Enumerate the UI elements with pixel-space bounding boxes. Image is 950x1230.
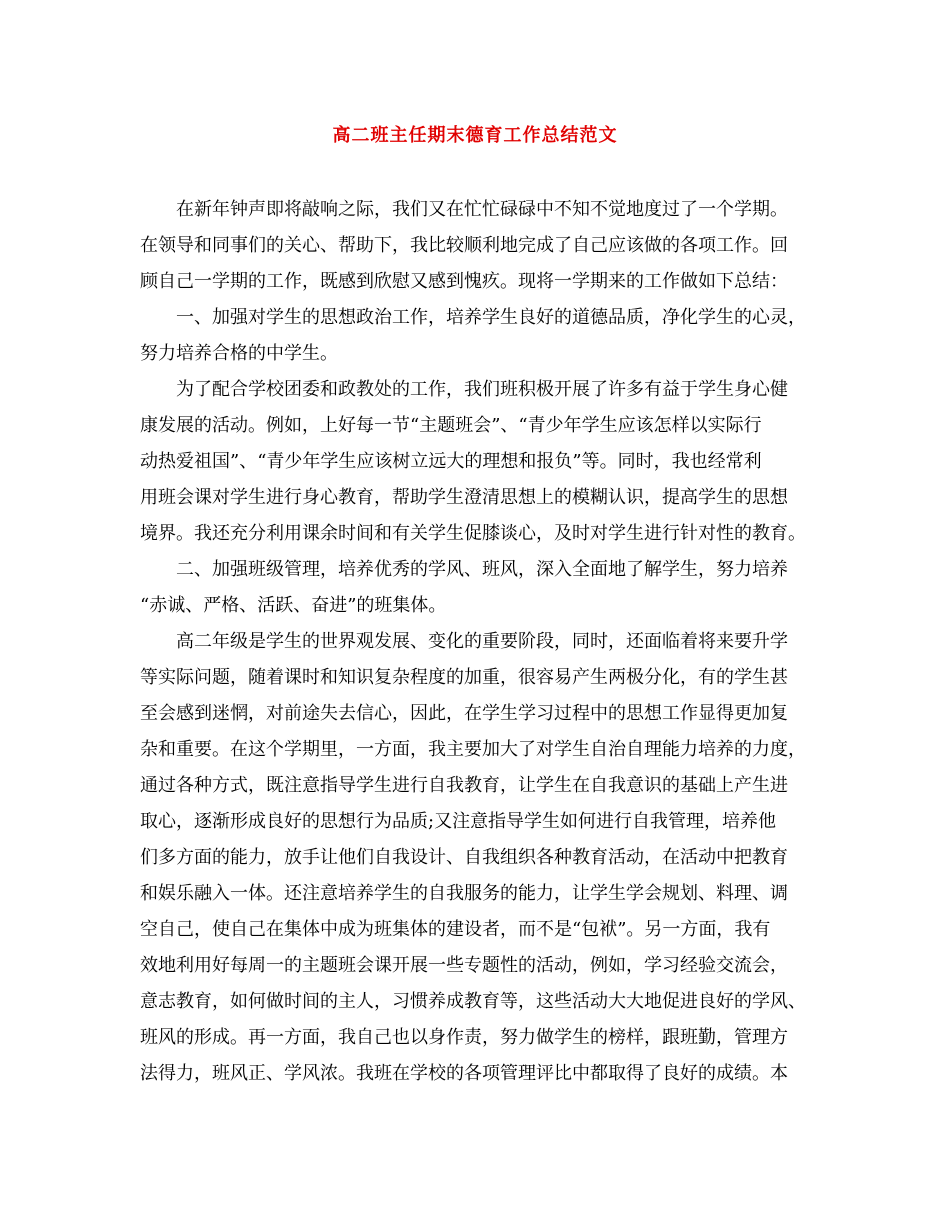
text-line: 杂和重要。在这个学期里，一方面，我主要加大了对学生自治自理能力培养的力度， bbox=[140, 739, 806, 760]
text-line: 境界。我还充分利用课余时间和有关学生促膝谈心，及时对学生进行针对性的教育。 bbox=[140, 523, 806, 544]
text-line: 意志教育，如何做时间的主人，习惯养成教育等，这些活动大大地促进良好的学风、 bbox=[140, 991, 806, 1012]
text-line: 用班会课对学生进行身心教育，帮助学生澄清思想上的模糊认识，提高学生的思想 bbox=[140, 487, 788, 508]
text-line: “赤诚、严格、活跃、奋进”的班集体。 bbox=[140, 595, 447, 616]
text-line: 等实际问题，随着课时和知识复杂程度的加重，很容易产生两极分化，有的学生甚 bbox=[140, 667, 788, 688]
document-title: 高二班主任期末德育工作总结范文 bbox=[332, 125, 618, 146]
text-line: 康发展的活动。例如，上好每一节“主题班会”、“青少年学生应该怎样以实际行 bbox=[140, 415, 762, 436]
text-line: 努力培养合格的中学生。 bbox=[140, 343, 338, 364]
text-line: 和娱乐融入一体。还注意培养学生的自我服务的能力，让学生学会规划、料理、调 bbox=[140, 883, 788, 904]
text-line: 们多方面的能力，放手让他们自我设计、自我组织各种教育活动，在活动中把教育 bbox=[140, 847, 788, 868]
text-line: 二、加强班级管理，培养优秀的学风、班风，深入全面地了解学生，努力培养 bbox=[176, 559, 788, 580]
text-line: 取心，逐渐形成良好的思想行为品质;又注意指导学生如何进行自我管理，培养他 bbox=[140, 811, 777, 832]
text-line: 在领导和同事们的关心、帮助下，我比较顺利地完成了自己应该做的各项工作。回 bbox=[140, 235, 788, 256]
text-line: 班风的形成。再一方面，我自己也以身作责，努力做学生的榜样，跟班勤，管理方 bbox=[140, 1027, 788, 1048]
text-line: 一、加强对学生的思想政治工作，培养学生良好的道德品质，净化学生的心灵， bbox=[176, 307, 806, 328]
text-line: 空自己，使自己在集体中成为班集体的建设者，而不是“包袱”。另一方面，我有 bbox=[140, 919, 771, 940]
text-line: 顾自己一学期的工作，既感到欣慰又感到愧疚。现将一学期来的工作做如下总结： bbox=[140, 271, 788, 292]
text-line: 高二年级是学生的世界观发展、变化的重要阶段，同时，还面临着将来要升学 bbox=[176, 631, 788, 652]
text-line: 在新年钟声即将敲响之际，我们又在忙忙碌碌中不知不觉地度过了一个学期。 bbox=[176, 199, 788, 220]
text-line: 至会感到迷惘，对前途失去信心，因此，在学生学习过程中的思想工作显得更加复 bbox=[140, 703, 788, 724]
text-line: 法得力，班风正、学风浓。我班在学校的各项管理评比中都取得了良好的成绩。本 bbox=[140, 1063, 788, 1084]
text-line: 动热爱祖国”、“青少年学生应该树立远大的理想和报负”等。同时，我也经常利 bbox=[140, 451, 762, 472]
text-line: 为了配合学校团委和政教处的工作，我们班积极开展了许多有益于学生身心健 bbox=[176, 379, 788, 400]
text-line: 通过各种方式，既注意指导学生进行自我教育，让学生在自我意识的基础上产生进 bbox=[140, 775, 788, 796]
text-line: 效地利用好每周一的主题班会课开展一些专题性的活动，例如，学习经验交流会， bbox=[140, 955, 788, 976]
